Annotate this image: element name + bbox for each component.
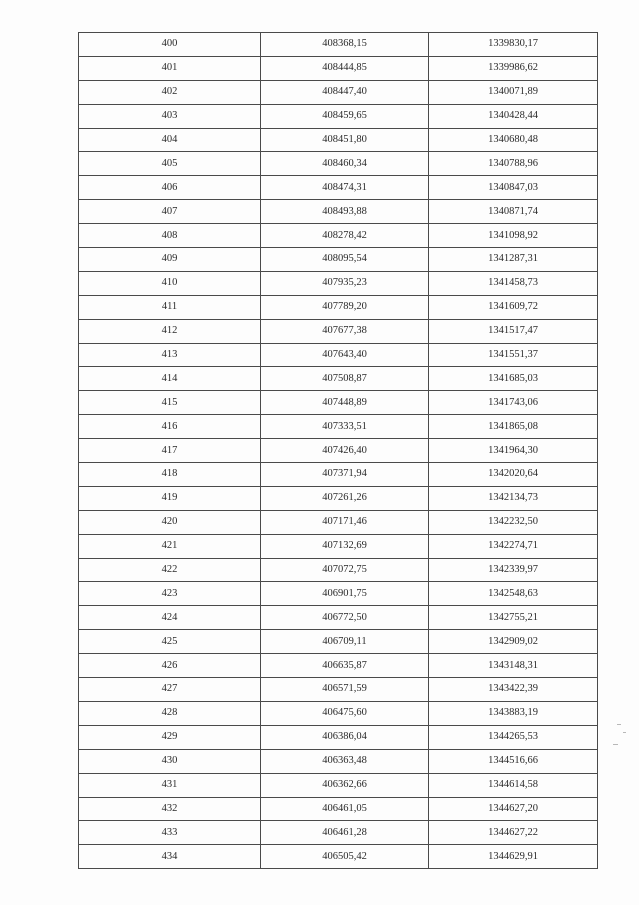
table-row: [79, 582, 598, 606]
table-row: [79, 391, 598, 415]
x-coordinate-cell: 406475,60: [261, 701, 429, 725]
table-row: [79, 534, 598, 558]
y-coordinate-cell: 1341743,06: [429, 391, 598, 415]
point-number-cell: 420: [79, 510, 261, 534]
x-coordinate-cell: 407072,75: [261, 558, 429, 582]
point-number-cell: 429: [79, 725, 261, 749]
x-coordinate-cell: 407132,69: [261, 534, 429, 558]
x-coordinate-cell: 408447,40: [261, 80, 429, 104]
table-row: [79, 295, 598, 319]
table-row: [79, 773, 598, 797]
table-row: [79, 271, 598, 295]
y-coordinate-cell: 1343883,19: [429, 701, 598, 725]
point-number-cell: 430: [79, 749, 261, 773]
y-coordinate-cell: 1341517,47: [429, 319, 598, 343]
point-number-cell: 404: [79, 128, 261, 152]
y-coordinate-cell: 1342909,02: [429, 630, 598, 654]
table-row: [79, 797, 598, 821]
point-number-cell: 401: [79, 56, 261, 80]
coordinates-table: [78, 32, 598, 869]
table-row: [79, 845, 598, 869]
scan-specks: [611, 722, 631, 752]
y-coordinate-cell: 1342755,21: [429, 606, 598, 630]
y-coordinate-cell: 1341287,31: [429, 248, 598, 272]
point-number-cell: 428: [79, 701, 261, 725]
x-coordinate-cell: 407371,94: [261, 463, 429, 487]
y-coordinate-cell: 1340871,74: [429, 200, 598, 224]
point-number-cell: 427: [79, 678, 261, 702]
y-coordinate-cell: 1341964,30: [429, 439, 598, 463]
table-row: [79, 510, 598, 534]
y-coordinate-cell: 1341458,73: [429, 271, 598, 295]
table-row: [79, 630, 598, 654]
point-number-cell: 405: [79, 152, 261, 176]
y-coordinate-cell: 1341685,03: [429, 367, 598, 391]
y-coordinate-cell: 1341865,08: [429, 415, 598, 439]
y-coordinate-cell: 1342339,97: [429, 558, 598, 582]
table-row: [79, 33, 598, 57]
x-coordinate-cell: 407935,23: [261, 271, 429, 295]
x-coordinate-cell: 407448,89: [261, 391, 429, 415]
table-row: [79, 725, 598, 749]
table-row: [79, 176, 598, 200]
point-number-cell: 413: [79, 343, 261, 367]
x-coordinate-cell: 408368,15: [261, 33, 429, 57]
x-coordinate-cell: 406635,87: [261, 654, 429, 678]
table-row: [79, 367, 598, 391]
x-coordinate-cell: 406709,11: [261, 630, 429, 654]
y-coordinate-cell: 1344614,58: [429, 773, 598, 797]
point-number-cell: 406: [79, 176, 261, 200]
y-coordinate-cell: 1340071,89: [429, 80, 598, 104]
x-coordinate-cell: 407333,51: [261, 415, 429, 439]
point-number-cell: 409: [79, 248, 261, 272]
y-coordinate-cell: 1342232,50: [429, 510, 598, 534]
x-coordinate-cell: 406901,75: [261, 582, 429, 606]
y-coordinate-cell: 1339986,62: [429, 56, 598, 80]
point-number-cell: 414: [79, 367, 261, 391]
x-coordinate-cell: 408493,88: [261, 200, 429, 224]
table-row: [79, 439, 598, 463]
table-row: [79, 654, 598, 678]
y-coordinate-cell: 1341098,92: [429, 224, 598, 248]
point-number-cell: 418: [79, 463, 261, 487]
x-coordinate-cell: 408459,65: [261, 104, 429, 128]
point-number-cell: 403: [79, 104, 261, 128]
y-coordinate-cell: 1342548,63: [429, 582, 598, 606]
x-coordinate-cell: 406772,50: [261, 606, 429, 630]
x-coordinate-cell: 407426,40: [261, 439, 429, 463]
x-coordinate-cell: 408444,85: [261, 56, 429, 80]
table-row: [79, 128, 598, 152]
table-row: [79, 224, 598, 248]
point-number-cell: 400: [79, 33, 261, 57]
point-number-cell: 432: [79, 797, 261, 821]
point-number-cell: 423: [79, 582, 261, 606]
y-coordinate-cell: 1340680,48: [429, 128, 598, 152]
point-number-cell: 407: [79, 200, 261, 224]
y-coordinate-cell: 1343422,39: [429, 678, 598, 702]
table-row: [79, 606, 598, 630]
y-coordinate-cell: 1341551,37: [429, 343, 598, 367]
x-coordinate-cell: 407508,87: [261, 367, 429, 391]
table-row: [79, 104, 598, 128]
point-number-cell: 412: [79, 319, 261, 343]
y-coordinate-cell: 1344627,20: [429, 797, 598, 821]
x-coordinate-cell: 408451,80: [261, 128, 429, 152]
x-coordinate-cell: 406571,59: [261, 678, 429, 702]
point-number-cell: 431: [79, 773, 261, 797]
table-row: [79, 200, 598, 224]
y-coordinate-cell: 1344516,66: [429, 749, 598, 773]
x-coordinate-cell: 407261,26: [261, 486, 429, 510]
table-row: [79, 319, 598, 343]
point-number-cell: 410: [79, 271, 261, 295]
point-number-cell: 424: [79, 606, 261, 630]
table-row: [79, 415, 598, 439]
y-coordinate-cell: 1343148,31: [429, 654, 598, 678]
table-row: [79, 701, 598, 725]
x-coordinate-cell: 406461,28: [261, 821, 429, 845]
point-number-cell: 419: [79, 486, 261, 510]
y-coordinate-cell: 1344627,22: [429, 821, 598, 845]
point-number-cell: 425: [79, 630, 261, 654]
table-row: [79, 56, 598, 80]
x-coordinate-cell: 406362,66: [261, 773, 429, 797]
point-number-cell: 422: [79, 558, 261, 582]
table-row: [79, 248, 598, 272]
coordinates-table-body: [79, 33, 598, 869]
y-coordinate-cell: 1340428,44: [429, 104, 598, 128]
point-number-cell: 417: [79, 439, 261, 463]
x-coordinate-cell: 408278,42: [261, 224, 429, 248]
table-row: [79, 749, 598, 773]
table-row: [79, 821, 598, 845]
y-coordinate-cell: 1344265,53: [429, 725, 598, 749]
y-coordinate-cell: 1341609,72: [429, 295, 598, 319]
point-number-cell: 402: [79, 80, 261, 104]
table-row: [79, 678, 598, 702]
point-number-cell: 426: [79, 654, 261, 678]
point-number-cell: 411: [79, 295, 261, 319]
y-coordinate-cell: 1342274,71: [429, 534, 598, 558]
x-coordinate-cell: 406386,04: [261, 725, 429, 749]
x-coordinate-cell: 406363,48: [261, 749, 429, 773]
x-coordinate-cell: 407643,40: [261, 343, 429, 367]
point-number-cell: 408: [79, 224, 261, 248]
x-coordinate-cell: 406461,05: [261, 797, 429, 821]
x-coordinate-cell: 407677,38: [261, 319, 429, 343]
y-coordinate-cell: 1342020,64: [429, 463, 598, 487]
point-number-cell: 416: [79, 415, 261, 439]
y-coordinate-cell: 1342134,73: [429, 486, 598, 510]
point-number-cell: 421: [79, 534, 261, 558]
x-coordinate-cell: 408474,31: [261, 176, 429, 200]
table-row: [79, 80, 598, 104]
table-row: [79, 463, 598, 487]
x-coordinate-cell: 407789,20: [261, 295, 429, 319]
point-number-cell: 434: [79, 845, 261, 869]
point-number-cell: 415: [79, 391, 261, 415]
point-number-cell: 433: [79, 821, 261, 845]
x-coordinate-cell: 408460,34: [261, 152, 429, 176]
y-coordinate-cell: 1340847,03: [429, 176, 598, 200]
y-coordinate-cell: 1344629,91: [429, 845, 598, 869]
table-row: [79, 152, 598, 176]
x-coordinate-cell: 408095,54: [261, 248, 429, 272]
table-row: [79, 343, 598, 367]
table-row: [79, 558, 598, 582]
y-coordinate-cell: 1339830,17: [429, 33, 598, 57]
y-coordinate-cell: 1340788,96: [429, 152, 598, 176]
x-coordinate-cell: 406505,42: [261, 845, 429, 869]
table-row: [79, 486, 598, 510]
x-coordinate-cell: 407171,46: [261, 510, 429, 534]
